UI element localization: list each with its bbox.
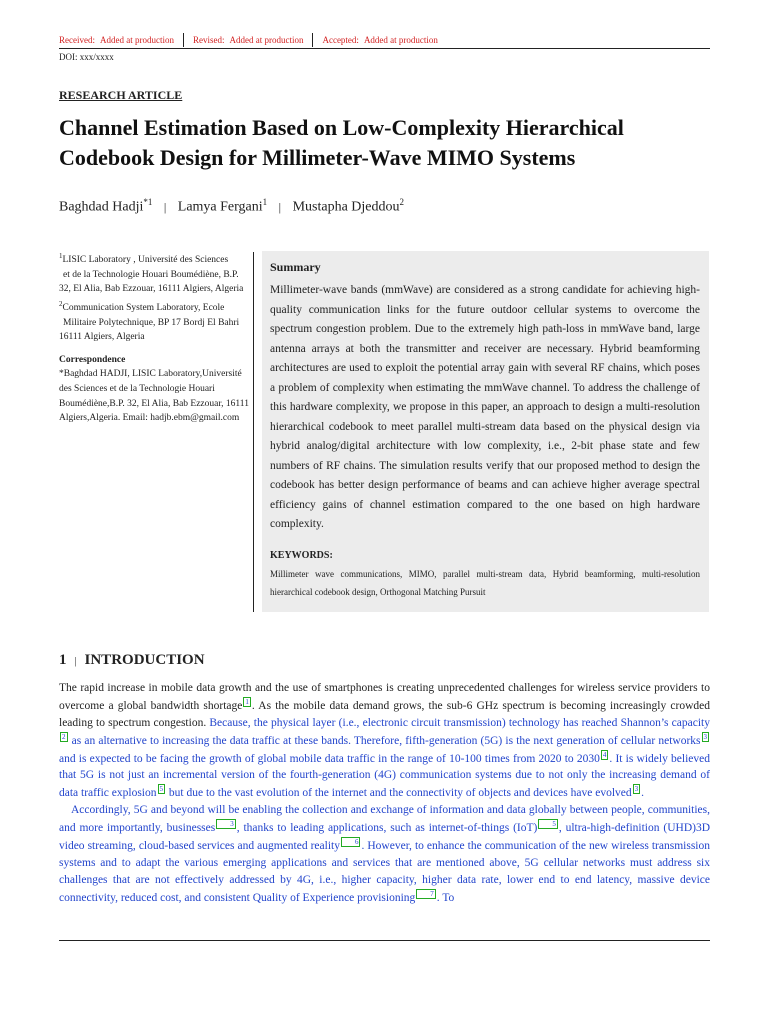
- received-date: [59, 35, 174, 45]
- footer-rule: [59, 940, 710, 941]
- body-text-span: . As the mobile data demand grows, the sub-6 GHz spectrum is becoming increasingly crowded leading to spectrum congestion.: [59, 699, 710, 729]
- citation-link[interactable]: 3: [216, 819, 236, 829]
- citation-link[interactable]: 5: [159, 785, 164, 794]
- affiliation-text: Communication System Laboratory, Ecole: [62, 303, 225, 314]
- citation-link[interactable]: 7: [416, 889, 436, 899]
- affiliations-column: [59, 249, 249, 426]
- highlighted-text-span: as an alternative to increasing the data traffic at these bands. Therefore, fifth-generation (5G) is the next generation of cellular networks: [68, 734, 701, 747]
- summary-heading: Summary: [270, 260, 321, 274]
- body-text-span: The rapid increase in mobile data growth and the use of smartphones is creating unprecedented challenges for wireless service providers to overcome a global bandwidth shortage: [59, 682, 710, 712]
- author-affiliation-mark: 2: [399, 197, 405, 207]
- citation-link[interactable]: 3: [634, 785, 639, 794]
- received-label: Received:: [59, 35, 95, 45]
- section-title: INTRODUCTION: [84, 652, 205, 668]
- body-paragraph: [59, 680, 710, 802]
- citation-link[interactable]: 6: [341, 837, 361, 847]
- citation-link[interactable]: 1: [245, 698, 249, 706]
- summary-box: [262, 251, 709, 612]
- affiliation: [59, 249, 249, 297]
- author-list: [59, 197, 404, 216]
- accepted-label: Accepted:: [322, 35, 359, 45]
- revised-date: [193, 35, 303, 45]
- author-separator: |: [278, 199, 282, 214]
- section-heading: [59, 652, 205, 669]
- highlighted-text-span: . However, to enhance the communication of the new wireless transmission systems and to adapt the various emerging applications and services that are mentioned above, 5G cellular networks must address six challenges that are not effectively addressed by 4G, i.e., higher capacity, higher data rate, lower end to end latency, massive device connectivity, reduced cost, and consistent Quality of Experience provisioning: [59, 839, 710, 904]
- summary-text: Millimeter-wave bands (mmWave) are considered as a strong candidate for achieving high-quality communication links for the future outdoor cellular systems to overcome the spectrum congestion problem. Due to the extremely high path-loss in mmWave band, large antenna arrays at both the transmitter and receiver are necessary. Hybrid beamforming architectures are used to exploit the potential array gain with several RF chains, which poses a problem of complexity when estimating the mmWave channel. To address the challenge of this hardware complexity, we propose in this paper, an approach to design a multi-resolution hierarchical codebook to meet parallel multi-stream data based on the physical design via hybrid analog/digital architecture with low complexity, i.e., 2-bit phase state and few numbers of RF chains. The simulation results verify that our proposed method to design the codebook has better design performance of beams and can achieve higher average spectral efficiency gains of channel estimation compared to the one based on high hardware complexity.: [270, 284, 700, 530]
- revised-label: Revised:: [192, 35, 225, 45]
- citation-link[interactable]: 4: [602, 750, 607, 759]
- accepted-value: Added at production: [363, 35, 438, 45]
- introduction-body: [59, 680, 710, 907]
- received-value: Added at production: [99, 35, 174, 45]
- highlighted-text-span: Because, the physical layer (i.e., electronic circuit transmission) technology has reached Shannon’s capacity: [209, 716, 710, 729]
- highlighted-text-span: , ultra-high-definition (UHD)3D video streaming, cloud-based services and augmented reality: [59, 822, 711, 852]
- author-separator: |: [163, 199, 167, 214]
- body-paragraph: [59, 802, 710, 906]
- section-number: 1: [59, 652, 67, 668]
- author-name: Baghdad Hadji: [59, 199, 144, 215]
- header-rule: [59, 48, 710, 49]
- affiliation-text: et de la Technologie Houari Boumédiène, B.P. 32, El Alia, Bab Ezzouar, 16111 Algiers, Algeria: [59, 269, 244, 295]
- section-separator: |: [74, 656, 77, 667]
- author-name: Mustapha Djeddou: [292, 199, 400, 215]
- highlighted-text-span: but due to the vast evolution of the internet and the connectivity of objects and devices have evolved: [166, 787, 632, 800]
- highlighted-text-span: . It is widely believed that 5G is not just an incremental version of the fourth-generation (4G) communication systems due to not only the increasing demand of data traffic explosion: [59, 752, 710, 800]
- publication-dates: [59, 33, 438, 47]
- highlighted-text-span: .: [641, 787, 645, 800]
- citation-link[interactable]: 2: [62, 732, 66, 741]
- column-divider: [253, 252, 254, 612]
- highlighted-text-span: and is expected to be facing the growth of global mobile data traffic in the range of 10-100 times from 2020 to 2030: [59, 752, 600, 765]
- affiliation-text: LISIC Laboratory , Université des Sciences: [62, 255, 229, 266]
- author-affiliation-mark: *1: [143, 197, 153, 207]
- revised-value: Added at production: [229, 35, 304, 45]
- article-type: RESEARCH ARTICLE: [59, 88, 183, 102]
- correspondence-text: *Baghdad HADJI, LISIC Laboratory,Université des Sciences et de la Technologie Houari Boumédiène,B.P. 32, El Alia, Bab Ezzouar, 16111 Algiers,Algeria. Email: hadjb.ebm@gmail.com: [59, 369, 249, 424]
- affiliation: [59, 297, 249, 345]
- paper-title: Channel Estimation Based on Low-Complexity Hierarchical Codebook Design for Millimeter-Wave MIMO Systems: [59, 115, 624, 170]
- citation-link[interactable]: 5: [538, 819, 558, 829]
- date-separator: [183, 33, 184, 47]
- citation-link[interactable]: 3: [703, 732, 707, 741]
- highlighted-text-span: , thanks to leading applications, such as internet-of-things (IoT): [236, 822, 538, 835]
- date-separator: [312, 33, 313, 47]
- correspondence-heading: Correspondence: [59, 354, 126, 365]
- author-name: Lamya Fergani: [177, 199, 263, 215]
- affiliation-number: 2: [59, 299, 63, 308]
- keywords-text: Millimeter wave communications, MIMO, parallel multi-stream data, Hybrid beamforming, multi-resolution hierarchical codebook design, Orthogonal Matching Pursuit: [270, 569, 700, 597]
- author-affiliation-mark: 1: [262, 197, 268, 207]
- correspondence: [59, 353, 249, 426]
- doi: DOI: xxx/xxxx: [59, 52, 114, 62]
- affiliation-text: Militaire Polytechnique, BP 17 Bordj El Bahri 16111 Algiers, Algeria: [59, 317, 240, 343]
- affiliation-number: 1: [59, 252, 63, 260]
- highlighted-text-span: . To: [436, 891, 455, 904]
- keywords-heading: KEYWORDS:: [270, 550, 333, 561]
- accepted-date: [322, 35, 437, 45]
- highlighted-text-span: Accordingly, 5G and beyond will be enabling the collection and exchange of information and data globally between people, communities, and more importantly, businesses: [59, 804, 710, 835]
